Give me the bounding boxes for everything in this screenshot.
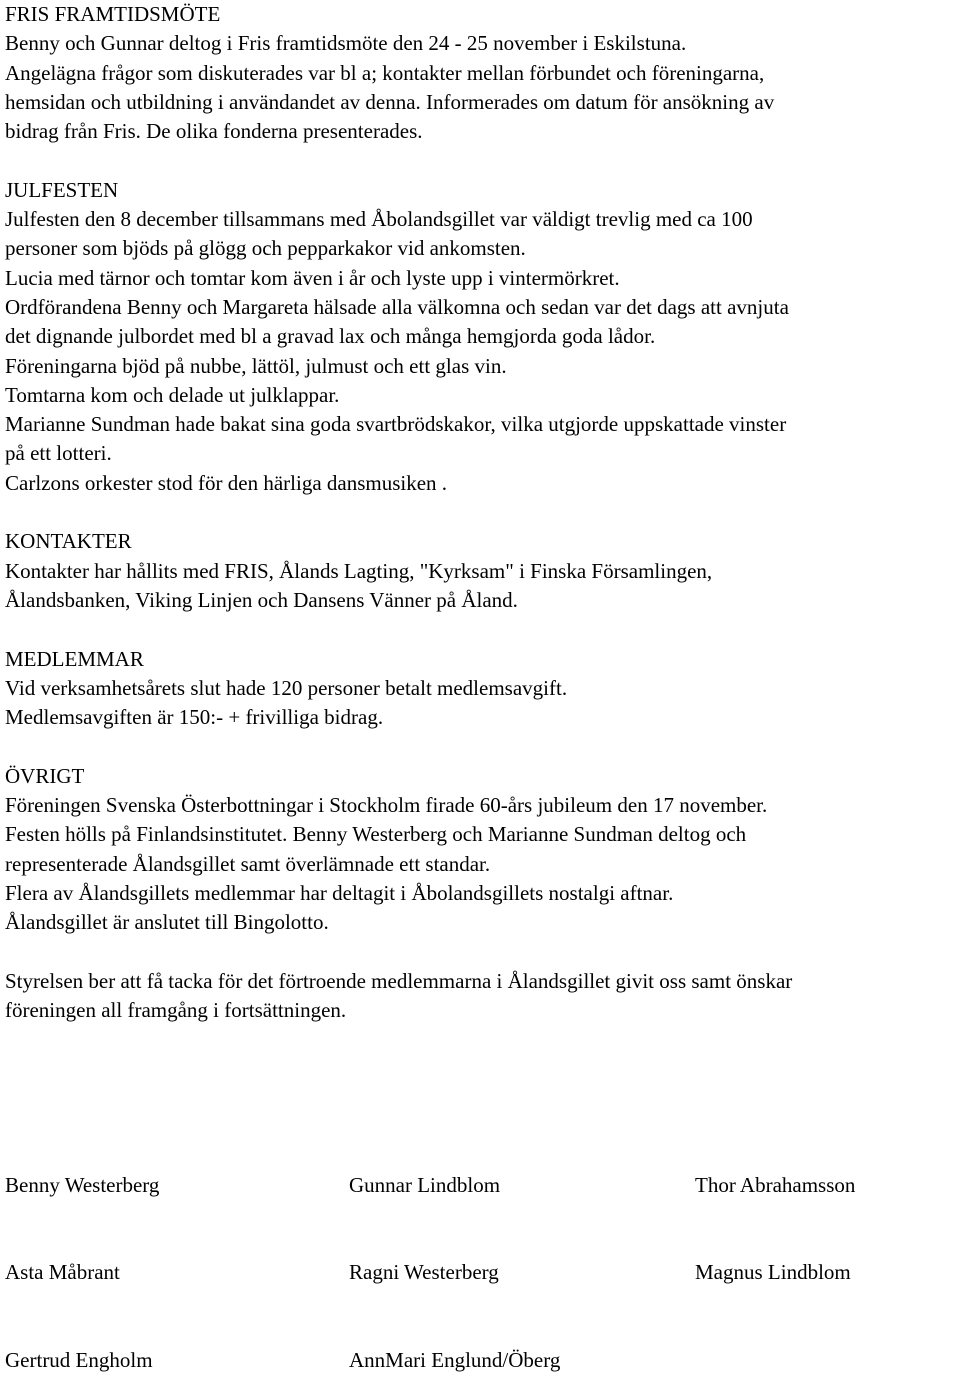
section-heading: FRIS FRAMTIDSMÖTE [5, 2, 221, 26]
section-ovrigt [5, 762, 957, 938]
paragraph-line: Carlzons orkester stod för den härliga dansmusiken . [5, 470, 448, 495]
paragraph-line: Benny och Gunnar deltog i Fris framtidsmöte den 24 - 25 november i Eskilstuna. [5, 31, 687, 56]
paragraph-line: Festen hölls på Finlandsinstitutet. Benny Westerberg och Marianne Sundman deltog och [5, 822, 747, 847]
section-heading: ÖVRIGT [5, 763, 85, 788]
spacer [5, 938, 957, 967]
paragraph-line: på ett lotteri. [5, 441, 112, 466]
signature-name: Asta Måbrant [5, 1260, 120, 1284]
paragraph-line: Vid verksamhetsårets slut hade 120 personer betalt medlemsavgift. [5, 675, 568, 700]
paragraph-line: personer som bjöds på glögg och pepparkakor vid ankomsten. [5, 236, 526, 261]
section-kontakter [5, 527, 957, 615]
signature-name: Benny Westerberg [5, 1173, 160, 1197]
paragraph-line: hemsidan och utbildning i användandet av denna. Informerades om datum för ansökning av [5, 89, 775, 114]
section-heading: KONTAKTER [5, 529, 132, 554]
signature-row [5, 1345, 955, 1375]
signature-name: Gertrud Engholm [5, 1348, 153, 1372]
paragraph-line: Julfesten den 8 december tillsammans med Åbolandsgillet var väldigt trevlig med ca 100 [5, 207, 753, 232]
paragraph-line: Föreningarna bjöd på nubbe, lättöl, julmust och ett glas vin. [5, 353, 507, 378]
paragraph-line: det dignande julbordet med bl a gravad lax och många hemgjorda goda lådor. [5, 324, 656, 349]
closing-statement [5, 967, 957, 1026]
paragraph-line: Kontakter har hållits med FRIS, Ålands Lagting, "Kyrksam" i Finska Församlingen, [5, 558, 713, 583]
paragraph-line: Tomtarna kom och delade ut julklappar. [5, 382, 340, 407]
paragraph-line: Styrelsen ber att få tacka för det förtroende medlemmarna i Ålandsgillet givit oss samt önskar [5, 968, 793, 993]
section-medlemmar [5, 645, 957, 733]
paragraph-line: Angelägna frågor som diskuterades var bl a; kontakter mellan förbundet och föreningarna, [5, 60, 765, 85]
signature-row [5, 1170, 955, 1200]
spacer [5, 615, 957, 644]
paragraph-line: representerade Ålandsgillet samt överlämnade ett standar. [5, 851, 491, 876]
spacer [5, 732, 957, 761]
paragraph-line: Lucia med tärnor och tomtar kom även i år och lyste upp i vintermörkret. [5, 265, 620, 290]
spacer [5, 146, 957, 175]
signature-name: Magnus Lindblom [695, 1260, 851, 1284]
signature-name: AnnMari Englund/Öberg [349, 1348, 561, 1372]
paragraph-line: Ålandsbanken, Viking Linjen och Dansens Vänner på Åland. [5, 587, 518, 612]
paragraph-line: Marianne Sundman hade bakat sina goda svartbrödskakor, vilka utgjorde uppskattade vinster [5, 412, 787, 437]
paragraph-line: Ålandsgillet är anslutet till Bingolotto. [5, 910, 329, 935]
signature-row [5, 1257, 955, 1287]
paragraph-line: bidrag från Fris. De olika fonderna presenterades. [5, 119, 423, 144]
paragraph-line: föreningen all framgång i fortsättningen. [5, 998, 347, 1023]
report-page [5, 0, 957, 1025]
paragraph-line: Ordförandena Benny och Margareta hälsade alla välkomna och sedan var det dags att avnjuta [5, 294, 789, 319]
section-julfesten [5, 176, 957, 498]
signature-name: Thor Abrahamsson [695, 1173, 856, 1197]
section-heading: JULFESTEN [5, 177, 119, 202]
section-fris-framtidsmote [5, 0, 957, 146]
paragraph-line: Föreningen Svenska Österbottningar i Stockholm firade 60-års jubileum den 17 november. [5, 793, 768, 818]
paragraph-line: Flera av Ålandsgillets medlemmar har deltagit i Åbolandsgillets nostalgi aftnar. [5, 880, 674, 905]
signature-name: Gunnar Lindblom [349, 1173, 501, 1197]
spacer [5, 498, 957, 527]
paragraph-line: Medlemsavgiften är 150:- + frivilliga bidrag. [5, 705, 384, 730]
section-heading: MEDLEMMAR [5, 646, 144, 671]
signature-name: Ragni Westerberg [349, 1260, 499, 1284]
